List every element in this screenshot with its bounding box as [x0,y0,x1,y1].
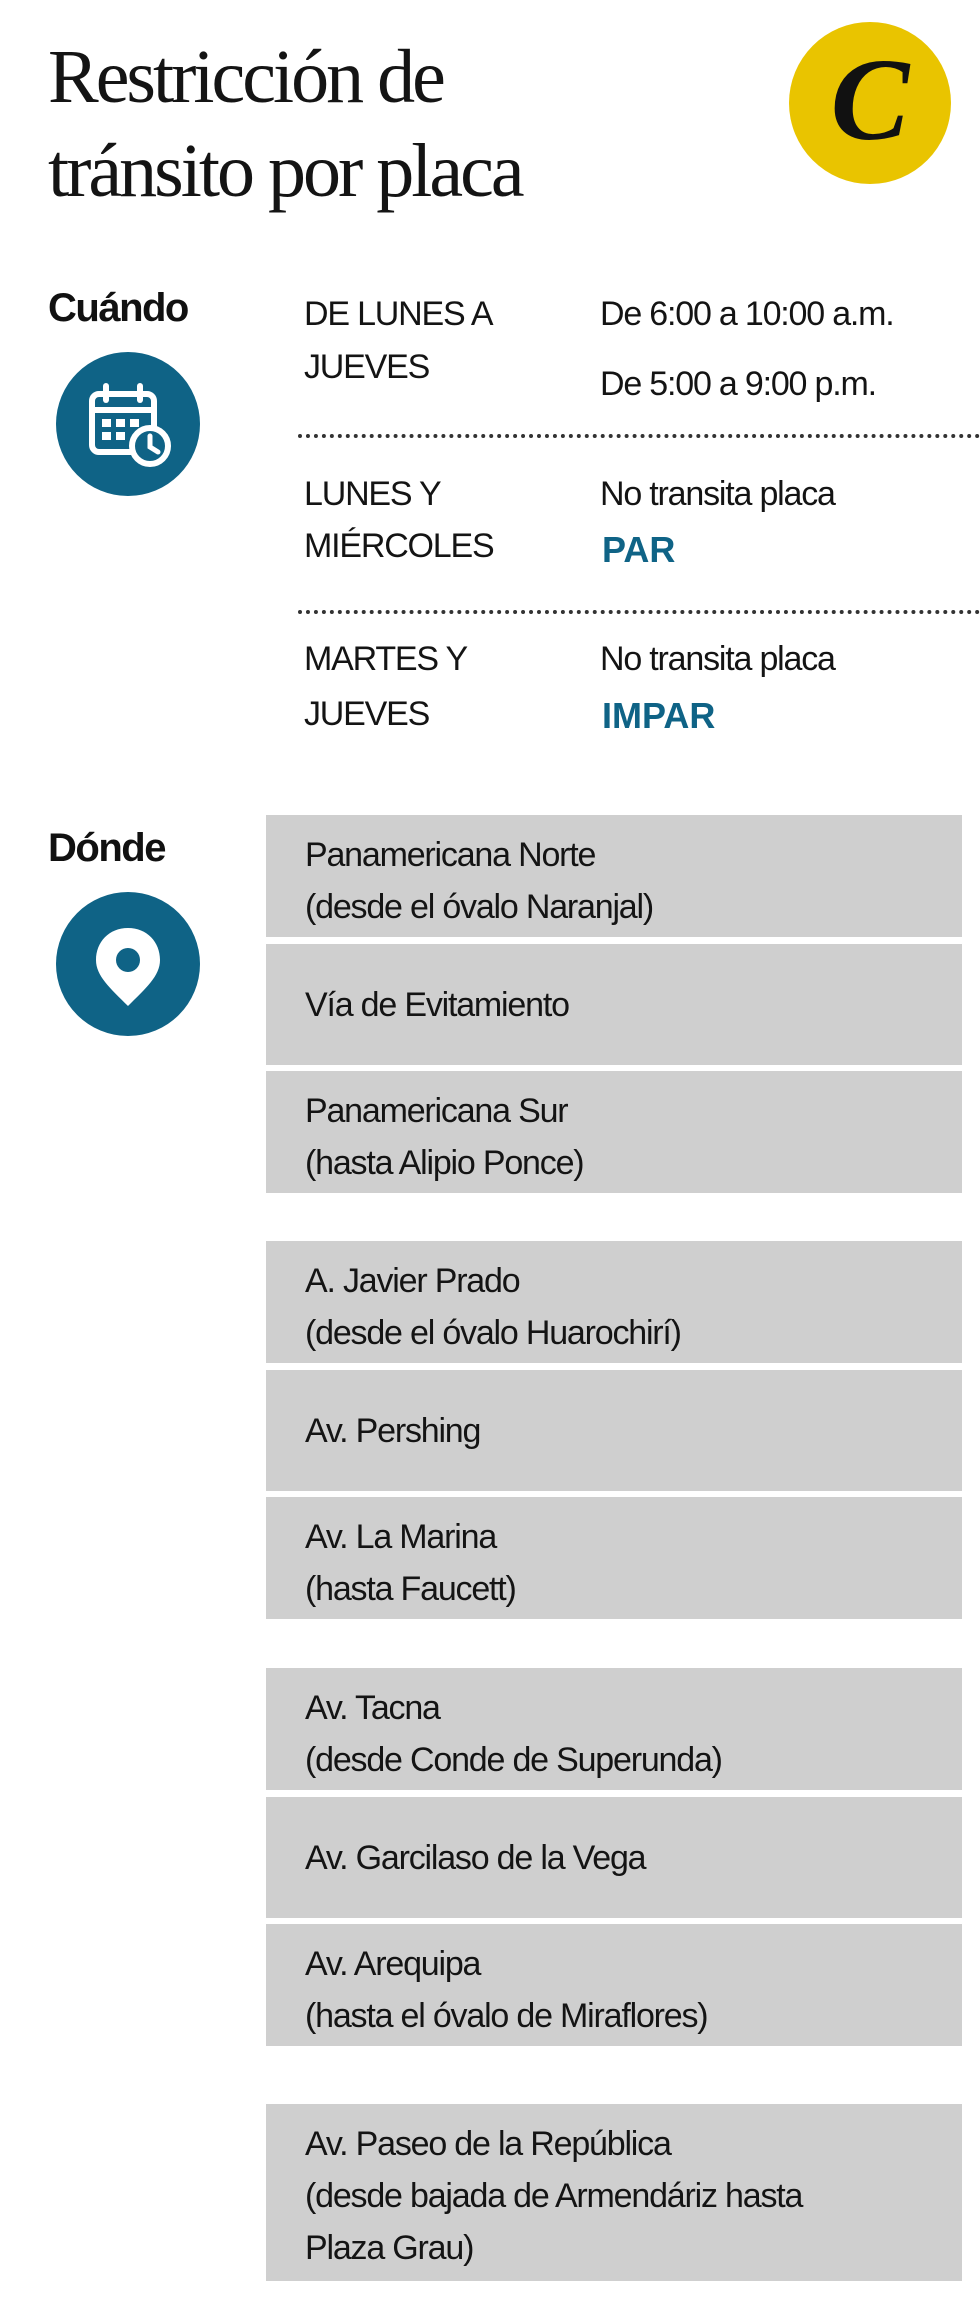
when-row-1-morning-hours: De 6:00 a 10:00 a.m. [600,295,894,333]
when-row-1-evening-hours: De 5:00 a 9:00 p.m. [600,365,876,403]
place-name: Av. Paseo de la República [305,2125,671,2163]
place-item [266,2104,962,2281]
calendar-clock-icon [56,352,200,496]
el-comercio-logo [789,22,951,184]
place-detail: (desde Conde de Superunda) [305,1741,722,1779]
place-name: Av. Tacna [305,1689,440,1727]
when-label: Cuándo [48,286,188,330]
title-line-1: Restricción de [48,35,443,119]
place-item [266,944,962,1065]
place-item [266,1797,962,1918]
when-row-1-days-line-1: DE LUNES A [304,295,493,333]
place-detail: (hasta Faucett) [305,1570,516,1608]
place-item [266,1497,962,1619]
page-title [48,30,748,218]
divider [298,610,980,614]
divider [298,434,980,438]
when-row-2-days-line-1: LUNES Y [304,475,441,513]
place-item [266,1241,962,1363]
when-row-3-days-line-2: JUEVES [304,695,430,733]
when-row-2-info: No transita placa [600,475,835,513]
place-name: Av. Garcilaso de la Vega [305,1838,646,1877]
place-detail: (hasta el óvalo de Miraflores) [305,1997,708,2035]
where-label: Dónde [48,826,165,870]
when-row-3-plate-type: IMPAR [602,695,716,736]
when-row-2-days-line-2: MIÉRCOLES [304,527,494,565]
svg-text:C: C [830,43,910,163]
place-name: Panamericana Norte [305,836,596,874]
place-item [266,1668,962,1790]
place-item [266,1071,962,1193]
when-row-3-info: No transita placa [600,640,835,678]
place-name: Av. La Marina [305,1518,497,1556]
place-detail: (desde bajada de Armendáriz hasta [305,2177,803,2215]
when-row-2-plate-type: PAR [602,529,676,570]
place-detail: (desde el óvalo Naranjal) [305,888,653,926]
title-line-2: tránsito por placa [48,129,522,213]
location-pin-icon [56,892,200,1036]
place-detail: Plaza Grau) [305,2229,474,2267]
place-name: Vía de Evitamiento [305,985,569,1024]
place-item [266,815,962,937]
place-name: Av. Pershing [305,1411,481,1450]
when-row-3-days-line-1: MARTES Y [304,640,467,678]
place-name: A. Javier Prado [305,1262,520,1300]
place-name: Av. Arequipa [305,1945,481,1983]
place-name: Panamericana Sur [305,1092,568,1130]
logo-letter-icon [810,43,930,163]
place-detail: (desde el óvalo Huarochirí) [305,1314,681,1352]
when-row-1-days-line-2: JUEVES [304,348,430,386]
place-item [266,1370,962,1491]
place-item [266,1924,962,2046]
place-detail: (hasta Alipio Ponce) [305,1144,584,1182]
